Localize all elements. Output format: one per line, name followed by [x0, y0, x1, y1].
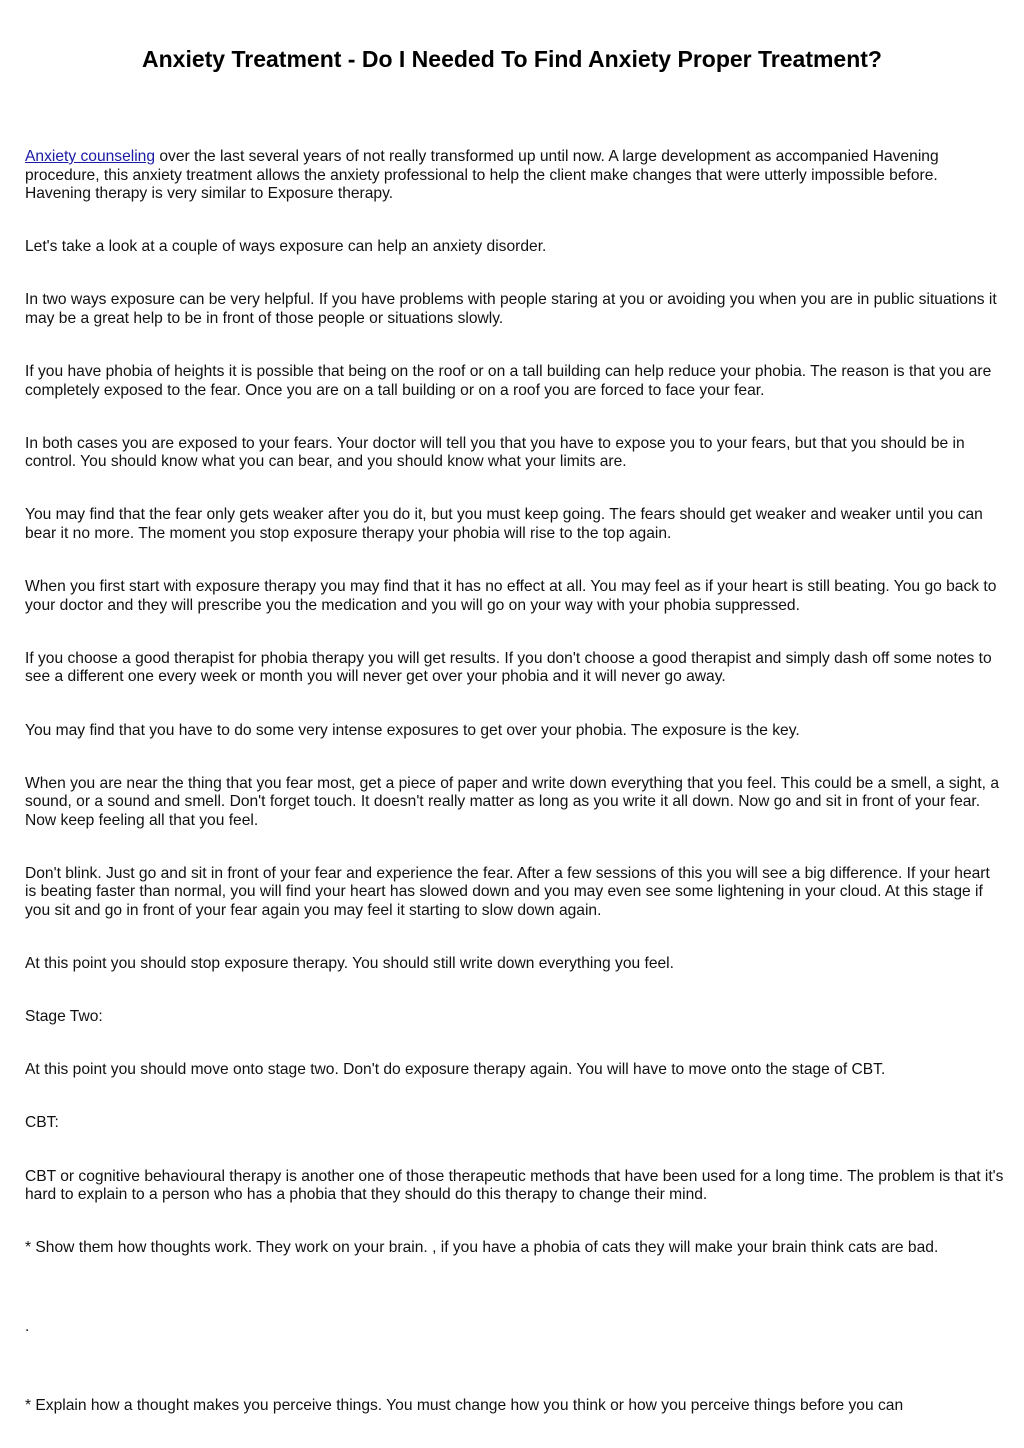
blank-space — [25, 1292, 1005, 1318]
paragraph: You may find that you have to do some very intense exposures to get over your phobia. The exposure is the key. — [25, 721, 800, 739]
paragraph: CBT or cognitive behavioural therapy is another one of those therapeutic methods that have been used for a long time. The problem is that it's hard to explain to a person who has a phobia that they should do this therapy to change their mind. — [25, 1167, 1004, 1204]
stray-dot: . — [25, 1318, 30, 1336]
paragraph: In both cases you are exposed to your fears. Your doctor will tell you that you have to expose you to your fears, but that you should be in control. You should know what you can bear, and you should know what your limits are. — [25, 434, 965, 471]
bullet-item: * Show them how thoughts work. They work on your brain. , if you have a phobia of cats they will make your brain think cats are bad. — [25, 1239, 939, 1257]
paragraph: If you have phobia of heights it is possible that being on the roof or on a tall building can help reduce your phobia. The reason is that you are completely exposed to the fear. Once you are on a tall building or on a roof you are forced to face your fear. — [25, 363, 992, 399]
section-heading-stage-two: Stage Two: — [25, 1008, 103, 1026]
paragraph: At this point you should move onto stage two. Don't do exposure therapy again. You will have to move onto the stage of CBT. — [25, 1061, 886, 1079]
paragraph: You may find that the fear only gets weaker after you do it, but you must keep going. The fears should get weaker and weaker until you can bear it no more. The moment you stop exposure therapy your phobia will rise to the top again. — [25, 506, 983, 543]
paragraph: At this point you should stop exposure therapy. You should still write down everything you feel. — [25, 955, 674, 973]
paragraph: In two ways exposure can be very helpful. If you have problems with people staring at you or avoiding you when you are in public situations it may be a great help to be in front of those people or situations slowly. — [25, 291, 997, 327]
article-body — [25, 148, 1005, 1448]
paragraph: When you first start with exposure therapy you may find that it has no effect at all. You may feel as if your heart is still beating. You go back to your doctor and they will prescribe you the medication and you will go on your way with your phobia suppressed. — [25, 578, 997, 614]
paragraph: Don't blink. Just go and sit in front of your fear and experience the fear. After a few sessions of this you will see a big difference. If your heart is beating faster than normal, you will find your heart has slowed down and you may even see some lightening in your cloud. At this stage if you sit and go in front of your fear again you may feel it starting to slow down again. — [25, 864, 990, 920]
paragraph: If you choose a good therapist for phobia therapy you will get results. If you don't choose a good therapist and simply dash off some notes to see a different one every week or month you will never get over your phobia and it will never go away. — [25, 649, 992, 686]
anxiety-counseling-link[interactable]: Anxiety counseling — [25, 148, 156, 165]
section-heading-cbt: CBT: — [25, 1114, 59, 1132]
page-title: Anxiety Treatment - Do I Needed To Find Anxiety Proper Treatment? — [142, 46, 882, 72]
blank-space — [25, 1371, 1005, 1397]
intro-paragraph — [25, 148, 1005, 204]
bullet-item: * Explain how a thought makes you perceive things. You must change how you think or how you perceive things before you can — [25, 1397, 904, 1415]
intro-text: over the last several years of not really transformed up until now. A large development as accompanied Havening procedure, this anxiety treatment allows the anxiety professional to help the client make changes that were utterly impossible before. Havening therapy is very similar to Exposure therapy. — [25, 148, 939, 203]
paragraph: Let's take a look at a couple of ways exposure can help an anxiety disorder. — [25, 238, 547, 256]
paragraph: When you are near the thing that you fear most, get a piece of paper and write down everything that you feel. This could be a smell, a sight, a sound, or a sound and smell. Don't forget touch. It doesn't really matter as long as you write it all down. Now go and sit in front of your fear. Now keep feeling all that you feel. — [25, 774, 1000, 829]
